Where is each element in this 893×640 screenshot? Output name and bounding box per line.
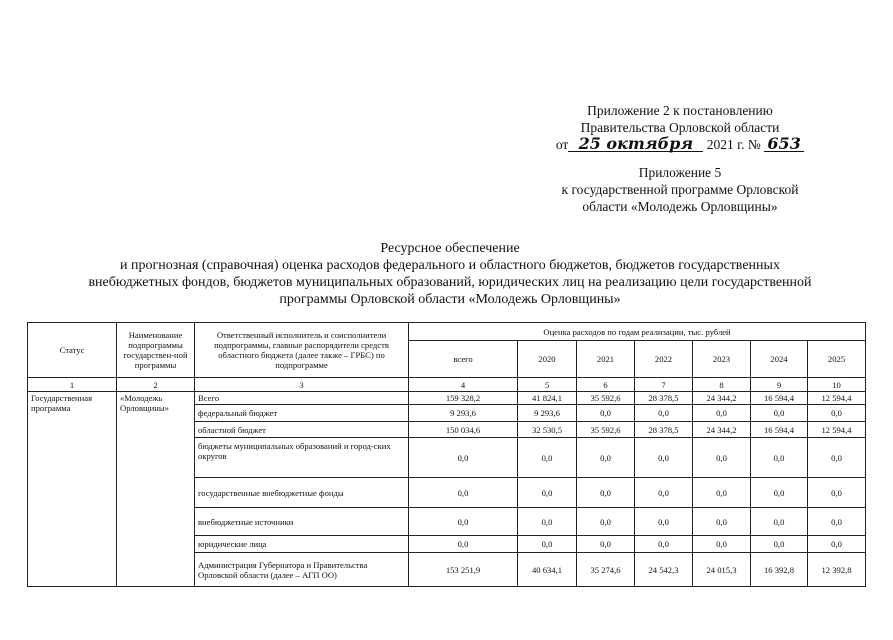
- column-number-row: [28, 378, 866, 392]
- value-cell: 35 592,6: [577, 392, 635, 405]
- value-cell: 0,0: [635, 438, 693, 478]
- appendix5-line1: Приложение 5: [638, 165, 722, 180]
- appendix2-line1: Приложение 2 к постановлению: [587, 103, 773, 118]
- row-label: областной бюджет: [195, 422, 409, 438]
- header-subprogram-name: Наименование подпрограммы государствен-ной программы: [117, 323, 195, 378]
- column-number: 6: [577, 378, 635, 392]
- header-year: 2025: [808, 341, 866, 378]
- value-cell: 35 274,6: [577, 553, 635, 587]
- value-cell: 12 594,4: [808, 422, 866, 438]
- value-cell: 0,0: [635, 536, 693, 553]
- from-prefix: от: [555, 137, 569, 152]
- subprogram-name-cell: «Молодежь Орловщины»: [117, 392, 195, 587]
- document-title: [70, 240, 830, 308]
- column-number: 8: [693, 378, 751, 392]
- handwritten-number: 653: [764, 137, 804, 152]
- table-row: [28, 392, 866, 405]
- value-cell: 16 594,4: [751, 392, 808, 405]
- appendix5-line2: к государственной программе Орловской: [561, 182, 799, 197]
- value-cell: 0,0: [635, 508, 693, 536]
- value-cell: 0,0: [577, 438, 635, 478]
- value-cell: 0,0: [577, 478, 635, 508]
- value-cell: 0,0: [693, 438, 751, 478]
- value-cell: 16 594,4: [751, 422, 808, 438]
- value-cell: 24 015,3: [693, 553, 751, 587]
- value-cell: 0,0: [409, 438, 518, 478]
- row-label: внебюджетные источники: [195, 508, 409, 536]
- appendix5-header: [530, 164, 830, 215]
- row-label: Администрация Губернатора и Правительства Орловской области (далее – АГП ОО): [195, 553, 409, 587]
- row-label: Всего: [195, 392, 409, 405]
- status-cell: Государственная программа: [28, 392, 117, 587]
- value-cell: 16 392,8: [751, 553, 808, 587]
- title-line4: программы Орловской области «Молодежь Орловщины»: [279, 292, 621, 307]
- value-cell: 0,0: [751, 405, 808, 422]
- value-cell: 0,0: [409, 536, 518, 553]
- appendix2-line2: Правительства Орловской области: [580, 120, 780, 135]
- header-year: 2021: [577, 341, 635, 378]
- value-cell: 0,0: [808, 478, 866, 508]
- value-cell: 0,0: [577, 405, 635, 422]
- value-cell: 0,0: [808, 508, 866, 536]
- row-label: юридические лица: [195, 536, 409, 553]
- column-number: 9: [751, 378, 808, 392]
- header-estimate: Оценка расходов по годам реализации, тыс. рублей: [409, 323, 866, 341]
- column-number: 3: [195, 378, 409, 392]
- column-number: 5: [518, 378, 577, 392]
- handwritten-date: 25 октября: [568, 137, 703, 152]
- value-cell: 0,0: [693, 478, 751, 508]
- title-line3: внебюджетных фондов, бюджетов муниципальных образований, юридических лиц на реализацию цели государственной: [88, 275, 812, 290]
- value-cell: 40 634,1: [518, 553, 577, 587]
- value-cell: 12 594,4: [808, 392, 866, 405]
- column-number: 4: [409, 378, 518, 392]
- value-cell: 0,0: [577, 508, 635, 536]
- value-cell: 9 293,6: [409, 405, 518, 422]
- value-cell: 0,0: [518, 438, 577, 478]
- row-label: федеральный бюджет: [195, 405, 409, 422]
- column-number: 1: [28, 378, 117, 392]
- header-year: 2022: [635, 341, 693, 378]
- header-executor: Ответственный исполнитель и соисполнители подпрограммы, главные распорядители средств областного бюджета (далее также – ГРБС) по подпрограмме: [195, 323, 409, 378]
- value-cell: 24 542,3: [635, 553, 693, 587]
- value-cell: 0,0: [808, 405, 866, 422]
- resource-table: [27, 322, 866, 587]
- header-year: 2023: [693, 341, 751, 378]
- value-cell: 0,0: [751, 508, 808, 536]
- value-cell: 0,0: [693, 405, 751, 422]
- header-year: 2024: [751, 341, 808, 378]
- value-cell: 0,0: [409, 478, 518, 508]
- title-line2: и прогнозная (справочная) оценка расходов федерального и областного бюджетов, бюджетов государственных: [120, 258, 780, 273]
- value-cell: 28 378,5: [635, 392, 693, 405]
- year-text: 2021 г. №: [706, 137, 761, 152]
- value-cell: 12 392,8: [808, 553, 866, 587]
- value-cell: 159 328,2: [409, 392, 518, 405]
- value-cell: 9 293,6: [518, 405, 577, 422]
- value-cell: 0,0: [808, 438, 866, 478]
- value-cell: 0,0: [635, 478, 693, 508]
- value-cell: 32 530,5: [518, 422, 577, 438]
- value-cell: 0,0: [693, 508, 751, 536]
- value-cell: 0,0: [808, 536, 866, 553]
- appendix2-date-line: [540, 136, 820, 153]
- value-cell: 28 378,5: [635, 422, 693, 438]
- appendix5-line3: области «Молодежь Орловщины»: [582, 199, 778, 214]
- row-label: государственные внебюджетные фонды: [195, 478, 409, 508]
- value-cell: 35 592,6: [577, 422, 635, 438]
- header-year: 2020: [518, 341, 577, 378]
- value-cell: 0,0: [751, 536, 808, 553]
- value-cell: 150 034,6: [409, 422, 518, 438]
- column-number: 10: [808, 378, 866, 392]
- header-total: всего: [409, 341, 518, 378]
- value-cell: 24 344,2: [693, 422, 751, 438]
- value-cell: 41 824,1: [518, 392, 577, 405]
- value-cell: 0,0: [577, 536, 635, 553]
- value-cell: 153 251,9: [409, 553, 518, 587]
- value-cell: 24 344,2: [693, 392, 751, 405]
- value-cell: 0,0: [518, 478, 577, 508]
- value-cell: 0,0: [409, 508, 518, 536]
- header-status: Статус: [28, 323, 117, 378]
- appendix2-header: [540, 102, 820, 153]
- value-cell: 0,0: [751, 438, 808, 478]
- value-cell: 0,0: [751, 478, 808, 508]
- column-number: 7: [635, 378, 693, 392]
- value-cell: 0,0: [518, 508, 577, 536]
- title-line1: Ресурсное обеспечение: [380, 241, 520, 256]
- value-cell: 0,0: [518, 536, 577, 553]
- row-label: бюджеты муниципальных образований и город-ских округов: [195, 438, 409, 478]
- value-cell: 0,0: [693, 536, 751, 553]
- column-number: 2: [117, 378, 195, 392]
- value-cell: 0,0: [635, 405, 693, 422]
